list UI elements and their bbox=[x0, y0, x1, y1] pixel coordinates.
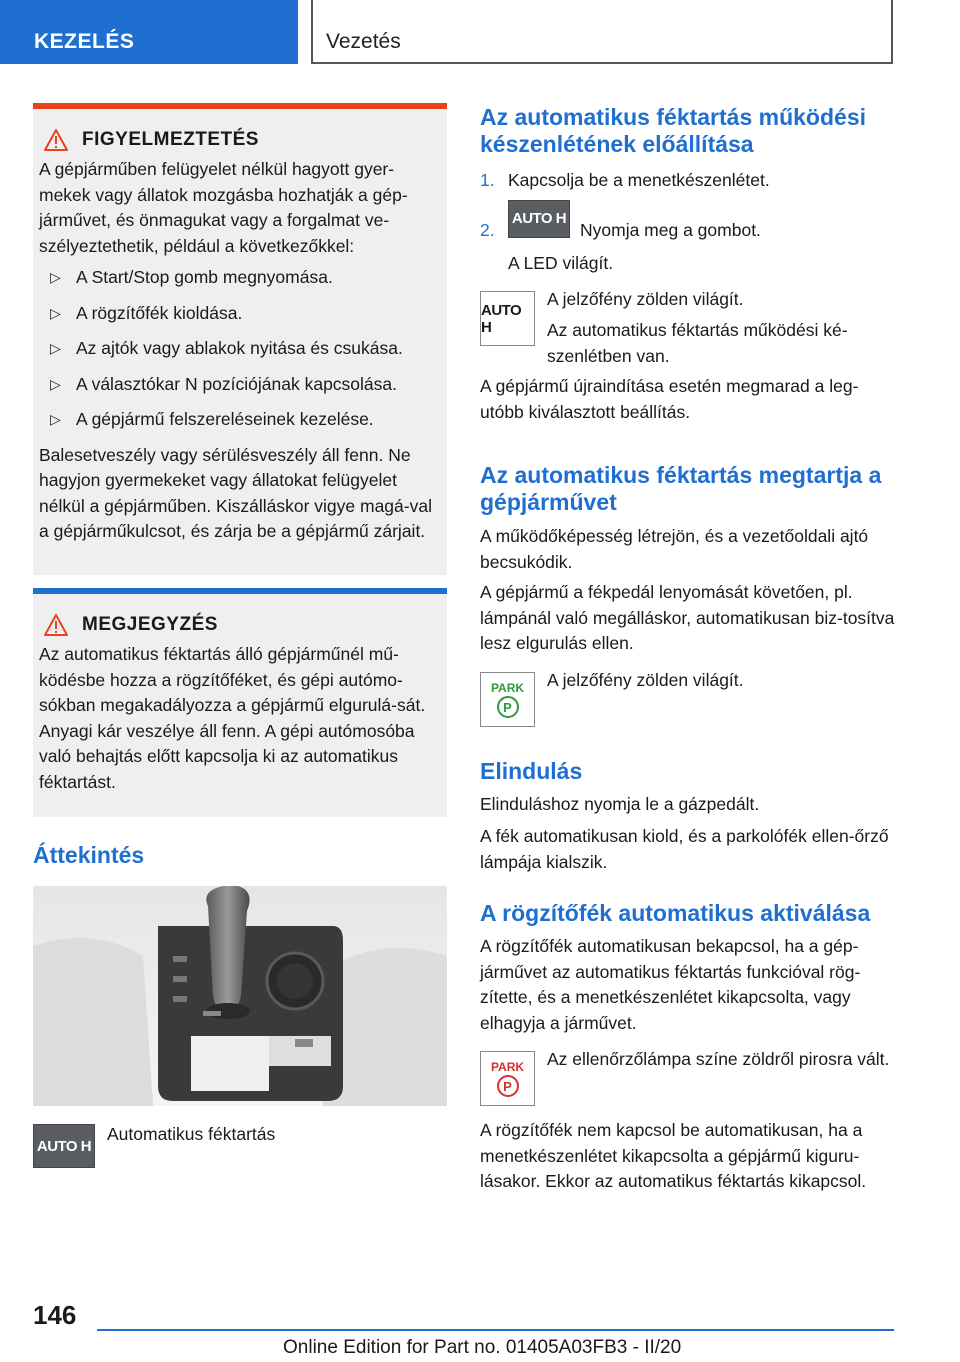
restart-text: A gépjármű újraindítása esetén megmarad a leg-utóbb kiválasztott beállítás. bbox=[480, 376, 859, 422]
start-text-a: Elinduláshoz nyomja le a gázpedált. bbox=[480, 794, 760, 814]
section-title: KEZELÉS bbox=[34, 30, 135, 53]
note-box bbox=[33, 588, 447, 817]
footer-edition: Online Edition for Part no. 01405A03FB3 - II/20 bbox=[283, 1337, 682, 1358]
step-1: 1. Kapcsolja be a menetkészenlétet. bbox=[480, 170, 770, 190]
start-text-b: A fék automatikusan kiold, és a parkolófék ellen-őrző lámpája kialszik. bbox=[480, 826, 889, 872]
auto-hold-indicator-icon: AUTO H bbox=[480, 291, 535, 346]
list-item: ▷ A Start/Stop gomb megnyomása. bbox=[39, 265, 437, 291]
step-2: 2. AUTO H Nyomja meg a gombot. bbox=[480, 200, 895, 240]
section-heading-auto-activation: A rögzítőfék automatikus aktiválása bbox=[480, 900, 871, 926]
page-number: 146 bbox=[33, 1300, 77, 1330]
warning-triangle-icon bbox=[44, 129, 68, 151]
bullet-triangle-icon: ▷ bbox=[50, 375, 61, 392]
indicator-text-1b: Az automatikus féktartás működési ké-szenlétben van. bbox=[547, 320, 848, 366]
auto-hold-button-icon: AUTO H bbox=[508, 200, 570, 238]
warning-list bbox=[39, 265, 437, 433]
overview-heading: Áttekintés bbox=[33, 842, 145, 868]
list-item: ▷ A választókar N pozíciójának kapcsolása. bbox=[39, 372, 437, 398]
section-heading-start: Elindulás bbox=[480, 758, 583, 784]
auto-activation-text: A rögzítőfék automatikusan bekapcsol, ha a gép-járművet az automatikus féktartás funkcióval rög-zítette, és a menetkészenlétet kikapcsolta, vagy elhagyja a járművet. bbox=[480, 936, 861, 1033]
note-title: MEGJEGYZÉS bbox=[44, 614, 437, 636]
warning-outro: Balesetveszély vagy sérülésveszély áll fenn. Ne hagyjon gyermekeket vagy állatokat felügyelet nélkül a gépjárműben. Kiszálláskor vigye magá-val a gépjárműkulcsot, és zárja be a gépjármű zárjait. bbox=[39, 444, 432, 541]
list-item: ▷ A rögzítőfék kioldása. bbox=[39, 301, 437, 327]
section-heading-readiness: Az automatikus féktartás működési készenlétének előállítása bbox=[480, 104, 867, 157]
note-text: Az automatikus féktartás álló gépjárműnél mű-ködésbe hozza a rögzítőféket, és gépi autómo-sókban megakadályozza a gépjármű elgurulá-sát. Anyagi kár veszélye áll fenn. A gépi autómosóba való behajtás előtt kapcsolja ki az automatikus féktartást. bbox=[39, 644, 426, 792]
auto-hold-button-icon: AUTO H bbox=[33, 1124, 95, 1168]
no-auto-text: A rögzítőfék nem kapcsol be automatikusan, ha a menetkészenlétet kikapcsolta a gépjármű kiguru-lásakor. Ekkor az automatikus féktartás kikapcsol. bbox=[480, 1120, 867, 1191]
holds-text-b: A gépjármű a fékpedál lenyomását követően, pl. lámpánál való megálláskor, automatikusan biz-tosítva lesz elgurulás ellen. bbox=[480, 582, 895, 653]
holds-text-a: A működőképesség létrejön, és a vezetőoldali ajtó becsukódik. bbox=[480, 526, 869, 572]
indicator-text-2: A jelzőfény zölden világít. bbox=[547, 670, 744, 690]
bullet-triangle-icon: ▷ bbox=[50, 411, 61, 427]
gear-selector-console-photo bbox=[33, 886, 447, 1106]
bullet-triangle-icon: ▷ bbox=[50, 340, 61, 356]
led-text: A LED világít. bbox=[508, 253, 614, 273]
indicator-text-1a: A jelzőfény zölden világít. bbox=[547, 289, 744, 309]
footer-divider bbox=[97, 1329, 894, 1331]
section-tab bbox=[0, 0, 298, 64]
warning-box bbox=[33, 103, 447, 575]
photo-caption: Automatikus féktartás bbox=[107, 1124, 276, 1144]
chapter-title: Vezetés bbox=[326, 30, 401, 53]
bullet-triangle-icon: ▷ bbox=[50, 304, 61, 321]
bullet-triangle-icon: ▷ bbox=[50, 269, 61, 285]
chapter-header bbox=[311, 0, 893, 64]
list-item: ▷ Az ajtók vagy ablakok nyitása és csukása. bbox=[39, 336, 437, 362]
park-red-indicator-icon: PARK P bbox=[480, 1051, 535, 1106]
warning-intro: A gépjárműben felügyelet nélkül hagyott gyer-mekek vagy állatok mozgásba hozhatják a gép-járművet, és önmagukat vagy a forgalmat ve-szélyeztethetik, például a következőkkel: bbox=[39, 159, 408, 256]
indicator-text-3: Az ellenőrzőlámpa színe zöldről pirosra vált. bbox=[547, 1049, 890, 1069]
park-green-indicator-icon: PARK P bbox=[480, 672, 535, 727]
warning-title: FIGYELMEZTETÉS bbox=[44, 129, 437, 151]
warning-triangle-icon bbox=[44, 614, 68, 636]
list-item: ▷ A gépjármű felszereléseinek kezelése. bbox=[39, 407, 437, 433]
section-heading-holds: Az automatikus féktartás megtartja a gépjárművet bbox=[480, 462, 882, 515]
